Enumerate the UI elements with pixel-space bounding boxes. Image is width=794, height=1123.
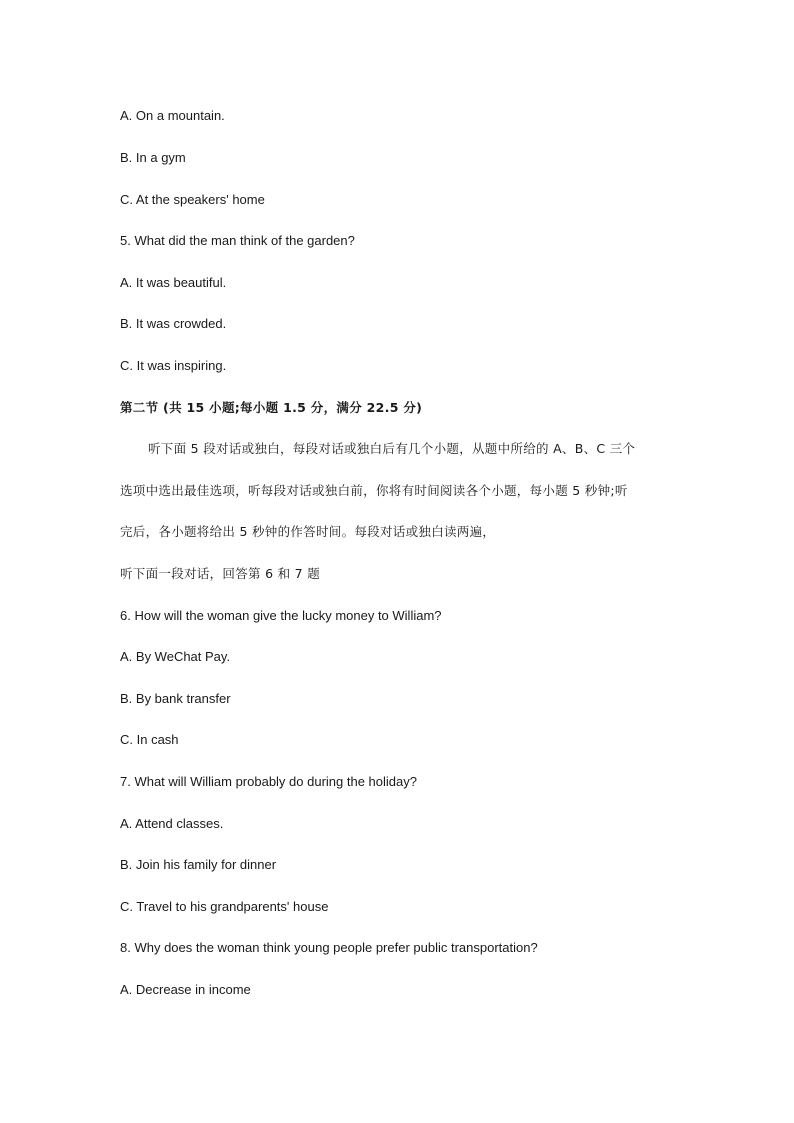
instructions-line-1: 听下面 5 段对话或独白，每段对话或独白后有几个小题，从题中所给的 A、B、C 三个 [148,441,636,456]
section-heading: 第二节 (共 15 小题;每小题 1.5 分，满分 22.5 分) [120,400,423,415]
option-6c: C. In cash [120,732,179,747]
instructions-line-2: 选项中选出最佳选项，听每段对话或独白前，你将有时间阅读各个小题，每小题 5 秒钟;听 [120,483,628,498]
option-4c: C. At the speakers' home [120,192,265,207]
option-4b: B. In a gym [120,150,186,165]
option-7a: A. Attend classes. [120,816,224,831]
instructions-line-3: 完后，各小题将给出 5 秒钟的作答时间。每段对话或独白读两遍， [120,524,496,539]
option-7b: B. Join his family for dinner [120,857,277,872]
question-7: 7. What will William probably do during the holiday? [120,774,417,789]
dialogue-instruction: 听下面一段对话，回答第 6 和 7 题 [120,566,320,581]
question-6: 6. How will the woman give the lucky money to William? [120,608,442,623]
option-6a: A. By WeChat Pay. [120,649,231,664]
option-5b: B. It was crowded. [120,316,227,331]
option-4a: A. On a mountain. [120,108,225,123]
option-6b: B. By bank transfer [120,691,231,706]
option-5c: C. It was inspiring. [120,358,227,373]
option-8a: A. Decrease in income [120,982,251,997]
question-8: 8. Why does the woman think young people prefer public transportation? [120,940,538,955]
question-5: 5. What did the man think of the garden? [120,233,355,248]
option-7c: C. Travel to his grandparents' house [120,899,329,914]
option-5a: A. It was beautiful. [120,275,227,290]
